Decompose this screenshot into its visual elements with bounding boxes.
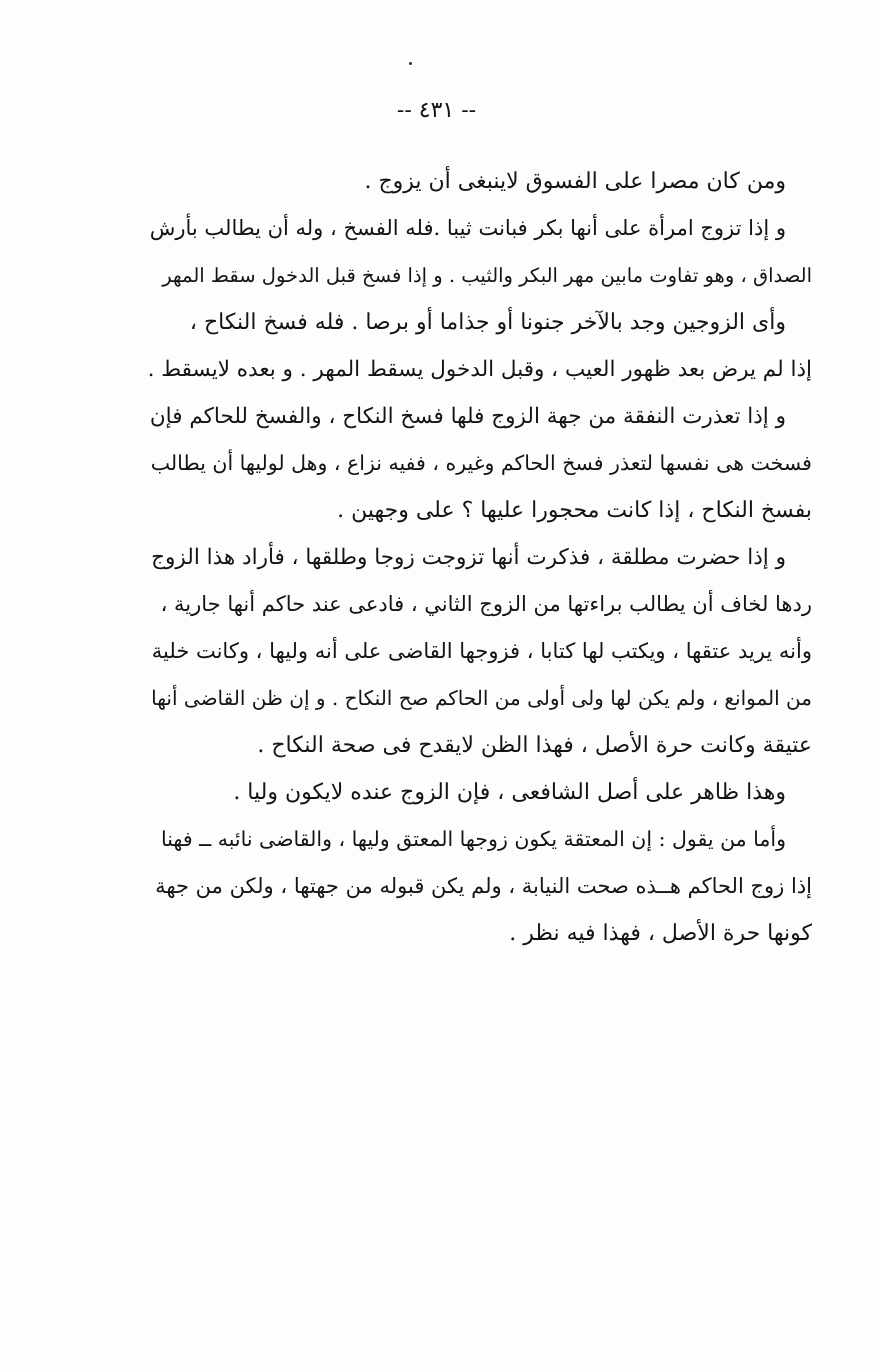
text-line: إذا لم يرض بعد ظهور العيب ، وقبل الدخول يسقط المهر . و بعده لايسقط .	[148, 357, 812, 382]
text-line: وأى الزوجين وجد بالآخر جنونا أو جذاما أو برصا . فله فسخ النكاح ،	[189, 310, 786, 335]
text-line: ردها لخاف أن يطالب براءتها من الزوج الثاني ، فادعى عند حاكم أنها جارية ،	[160, 592, 812, 616]
text-line: ومن كان مصرا على الفسوق لاينبغى أن يزوج .	[364, 169, 786, 194]
page-number: -- ٤٣١ --	[396, 98, 477, 123]
text-line: إذا زوج الحاكم هــذه صحت النيابة ، ولم يكن قبوله من جهتها ، ولكن من جهة	[155, 874, 812, 898]
text-line: عتيقة وكانت حرة الأصل ، فهذا الظن لايقدح فى صحة النكاح .	[257, 733, 812, 758]
text-line: بفسخ النكاح ، إذا كانت محجورا عليها ؟ على وجهين .	[337, 498, 812, 523]
text-line: وأنه يريد عتقها ، ويكتب لها كتابا ، فزوجها القاضى على أنه وليها ، وكانت خلية	[151, 639, 812, 663]
text-line: و إذا حضرت مطلقة ، فذكرت أنها تزوجت زوجا وطلقها ، فأراد هذا الزوج	[151, 545, 786, 570]
text-line: فسخت هى نفسها لتعذر فسخ الحاكم وغيره ، ففيه نزاع ، وهل لوليها أن يطالب	[150, 451, 812, 475]
text-line: و إذا تزوج امرأة على أنها بكر فبانت ثيبا .فله الفسخ ، وله أن يطالب بأرش	[149, 216, 786, 240]
text-line: من الموانع ، ولم يكن لها ولى أولى من الحاكم صح النكاح . و إن ظن القاضى أنها	[151, 686, 812, 710]
text-line: و إذا تعذرت النفقة من جهة الزوج فلها فسخ النكاح ، والفسخ للحاكم فإن	[149, 404, 786, 429]
body-text	[148, 158, 812, 957]
text-line: كونها حرة الأصل ، فهذا فيه نظر .	[509, 921, 812, 946]
text-line: الصداق ، وهو تفاوت مابين مهر البكر والثيب . و إذا فسخ قبل الدخول سقط المهر	[162, 264, 812, 287]
speck-mark	[409, 62, 412, 65]
text-line: وأما من يقول : إن المعتقة يكون زوجها المعتق وليها ، والقاضى نائبه ــ فهنا	[160, 827, 786, 851]
text-line: وهذا ظاهر على أصل الشافعى ، فإن الزوج عنده لايكون وليا .	[233, 780, 786, 805]
